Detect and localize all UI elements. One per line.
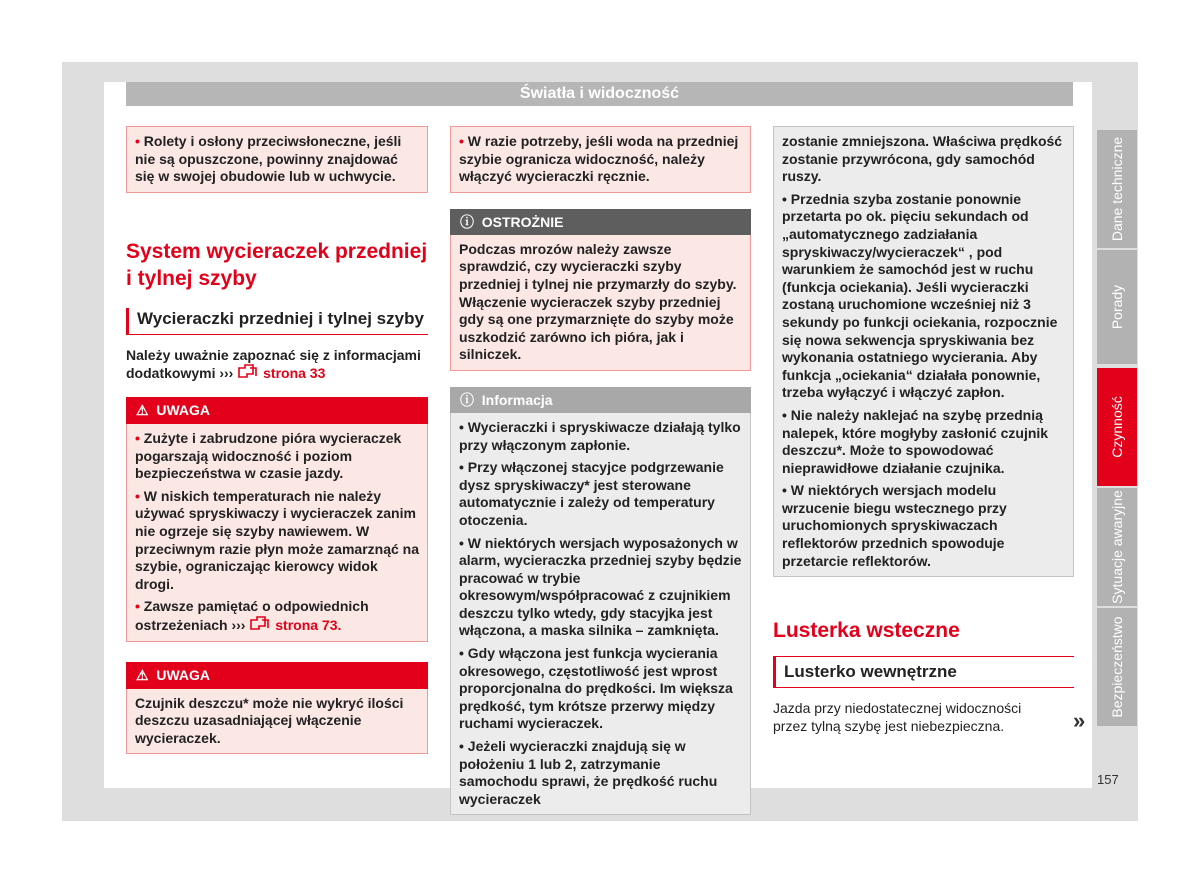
caution-header <box>450 209 751 235</box>
caution-box <box>450 209 751 371</box>
warning-body <box>126 424 428 642</box>
warning-body <box>126 689 428 755</box>
info-label: Informacja <box>481 391 553 408</box>
subsection-title: Lusterko wewnętrzne <box>784 662 957 682</box>
warning-item: Zużyte i zabrudzone pióra wycieraczek pogarszają widoczność i poziom bezpieczeństwa w czasie jazdy. <box>135 429 402 482</box>
section-title: System wycieraczek przedniej i tylnej szyby <box>126 239 428 290</box>
info-item: Wycieraczki i spryskiwacze działają tylko przy włączonym zapłonie. <box>459 418 741 453</box>
warning-box-1 <box>126 397 428 642</box>
note-box <box>450 126 751 193</box>
info-item: Nie należy naklejać na szybę przednią nalepek, które mogłyby zasłonić czujnik deszczu*. Może to spowodować nieprawidłowe działanie czujnika. <box>782 406 1049 476</box>
page-reference-icon <box>249 616 271 635</box>
info-item: Gdy włączona jest funkcja wycierania okresowego, częstotliwość jest wprost proporcjonalna do prędkości. Im większa prędkość, tym krótsze przerwy między ruchami wycieraczek. <box>459 645 733 732</box>
section-title: Lusterka wsteczne <box>773 619 960 643</box>
caution-body <box>450 235 751 371</box>
info-text: zostanie zmniejszona. Właściwa prędkość zostanie przywrócona, gdy samochód ruszy. <box>782 133 1063 185</box>
bullet: • <box>135 598 140 615</box>
info-icon: ⓘ <box>460 391 474 408</box>
bullet: • <box>459 133 464 149</box>
info-continued-box: zostanie zmniejszona. Właściwa prędkość zostanie przywrócona, gdy samochód ruszy. • Przednia szyba zostanie ponownie przetarta po ok. pięciu sekundach od „automatycznego zadziałania spryskiwaczy/wycieraczek“ , pod warunkiem że samochód jest w ruchu (funkcja ociekania). Jeśli wycieraczki zostaną uruchomione wcześniej niż 3 sekundy po funkcji ociekania, rozpocznie się nowa sekwencja spryskiwania bez wykonania ostatniego wycierania. Aby funkcja „ociekania“ działała ponownie, trzeba wyłączyć i włączyć zapłon. • Nie należy naklejać na szybę przednią nalepek, które mogłyby zasłonić czujnik deszczu*. Może to spowodować nieprawidłowe działanie czujnika. • W niektórych wersjach modelu wrzucenie biegu wstecznego przy uruchomionych spryskiwaczach reflektorów przednich spowoduje przetarcie reflektorów. <box>773 126 1074 577</box>
bullet: • <box>135 429 140 446</box>
warning-icon: ⚠ <box>136 401 149 418</box>
info-item: Jeżeli wycieraczki znajdują się w położeniu 1 lub 2, zatrzymanie samochodu sprawi, że prędkość ruchu wycieraczek <box>459 738 718 807</box>
page-link[interactable]: strona 73. <box>275 616 342 633</box>
page-number: 157 <box>1097 772 1119 787</box>
continue-arrow-icon: » <box>1073 708 1086 733</box>
tab-dane-techniczne[interactable] <box>1097 130 1137 248</box>
warning-header <box>126 662 428 689</box>
note-text: W razie potrzeby, jeśli woda na przedniej szybie ogranicza widoczność, należy włączyć wycieraczki ręcznie. <box>459 133 739 185</box>
body-paragraph: Jazda przy niedostatecznej widoczności przez tylną szybę jest niebezpieczna. <box>773 700 1022 734</box>
warning-header <box>126 397 428 424</box>
warning-item: Zawsze pamiętać o odpowiednich ostrzeżeniach ››› <box>135 598 369 633</box>
tab-sytuacje-awaryjne[interactable] <box>1097 488 1137 606</box>
warning-label: UWAGA <box>156 401 211 418</box>
intro-paragraph <box>126 347 428 383</box>
page-reference-icon <box>237 364 259 383</box>
caution-icon: ⓘ <box>460 213 474 230</box>
info-box <box>450 387 751 815</box>
bullet: • <box>135 133 140 149</box>
column-1 <box>126 126 428 754</box>
info-body: • Wycieraczki i spryskiwacze działają tylko przy włączonym zapłonie. • Przy włączonej stacyjce podgrzewanie dysz spryskiwaczy* jest sterowane automatycznie i zależy od temperatury otoczenia. • W niektórych wersjach wyposażonych w alarm, wycieraczka przedniej szyby będzie pracować w trybie okresowym/współpracować z czujnikiem deszczu tylko wtedy, gdy stacyjka jest włączona, a maska silnika – zamknięta. • Gdy włączona jest funkcja wycierania okresowego, częstotliwość jest wprost proporcjonalna do prędkości. Im większa prędkość, tym krótsze przerwy między ruchami wycieraczek. • Jeżeli wycieraczki znajdują się w położeniu 1 lub 2, zatrzymanie samochodu sprawi, że prędkość ruchu wycieraczek <box>450 413 751 815</box>
tab-label: Bezpieczeństwo <box>1109 616 1125 718</box>
info-item: Przy włączonej stacyjce podgrzewanie dysz spryskiwaczy* jest sterowane automatycznie i zależy od temperatury otoczenia. <box>459 459 724 528</box>
tab-czynnosc[interactable] <box>1097 368 1137 486</box>
warning-text: Czujnik deszczu* może nie wykryć ilości deszczu uzasadniającej włączenie wycieraczek. <box>135 694 404 746</box>
page-link[interactable]: strona 33 <box>263 365 326 382</box>
caution-label: OSTROŻNIE <box>481 213 564 230</box>
warning-item: W niskich temperaturach nie należy używać spryskiwaczy i wycieraczek zanim nie ogrzeje się szyby nawiewem. W przeciwnym razie płyn może zamarznąć na szybie, ograniczając kierowcy widok drogi. <box>135 487 419 592</box>
subsection-title: Wycieraczki przedniej i tylnej szyby <box>137 308 424 328</box>
tab-label: Dane techniczne <box>1109 136 1125 242</box>
tab-porady[interactable] <box>1097 250 1137 364</box>
info-item: W niektórych wersjach wyposażonych w alarm, wycieraczka przedniej szyby będzie pracować w trybie okresowym/współpracować z czujnikiem deszczu tylko wtedy, gdy stacyjka jest włączona, a maska silnika – zamknięta. <box>459 534 742 639</box>
info-item: Przednia szyba zostanie ponownie przetarta po ok. pięciu sekundach od „automatycznego zadziałania spryskiwaczy/wycieraczek“ , pod warunkiem że samochód jest w ruchu (funkcja ociekania). Jeśli wycieraczki zostaną uruchomione wcześniej niż 3 sekundy po funkcji ociekania, rozpocznie się nowa sekwencja spryskiwania bez wykonania ostatniego wycierania. Aby funkcja „ociekania“ działała ponownie, trzeba wyłączyć i włączyć zapłon. <box>782 190 1058 401</box>
warning-label: UWAGA <box>156 666 211 683</box>
chapter-header: Światła i widoczność <box>126 82 1073 106</box>
note-text: Rolety i osłony przeciwsłoneczne, jeśli nie są opuszczone, powinny znajdować się w swojej obudowie lub w uchwycie. <box>135 133 402 185</box>
bullet: • <box>135 487 140 504</box>
tab-bezpieczenstwo[interactable] <box>1097 608 1137 726</box>
subsection-block <box>126 308 428 335</box>
note-box <box>126 126 428 193</box>
info-header <box>450 387 751 413</box>
warning-icon: ⚠ <box>136 666 149 683</box>
column-2 <box>450 126 751 815</box>
subsection-block <box>773 656 1074 688</box>
column-3 <box>773 126 1074 735</box>
tab-label: Porady <box>1109 284 1125 330</box>
tab-label: Czynność <box>1109 396 1125 458</box>
info-item: W niektórych wersjach modelu wrzucenie biegu wstecznego przy uruchomionych spryskiwaczach reflektorów przednich spowoduje przetarcie reflektorów. <box>782 482 1007 569</box>
tab-label: Sytuacje awaryjne <box>1109 490 1125 604</box>
intro-text: Należy uważnie zapoznać się z informacjami dodatkowymi ››› <box>126 346 421 382</box>
warning-box-2 <box>126 662 428 755</box>
caution-text: Podczas mrozów należy zawsze sprawdzić, czy wycieraczki szyby przedniej i tylnej nie przymarzły do szyby. Włączenie wycieraczek szyby przedniej gdy są one przymarznięte do szyby może uszkodzić zarówno ich pióra, jak i silniczek. <box>459 240 737 363</box>
